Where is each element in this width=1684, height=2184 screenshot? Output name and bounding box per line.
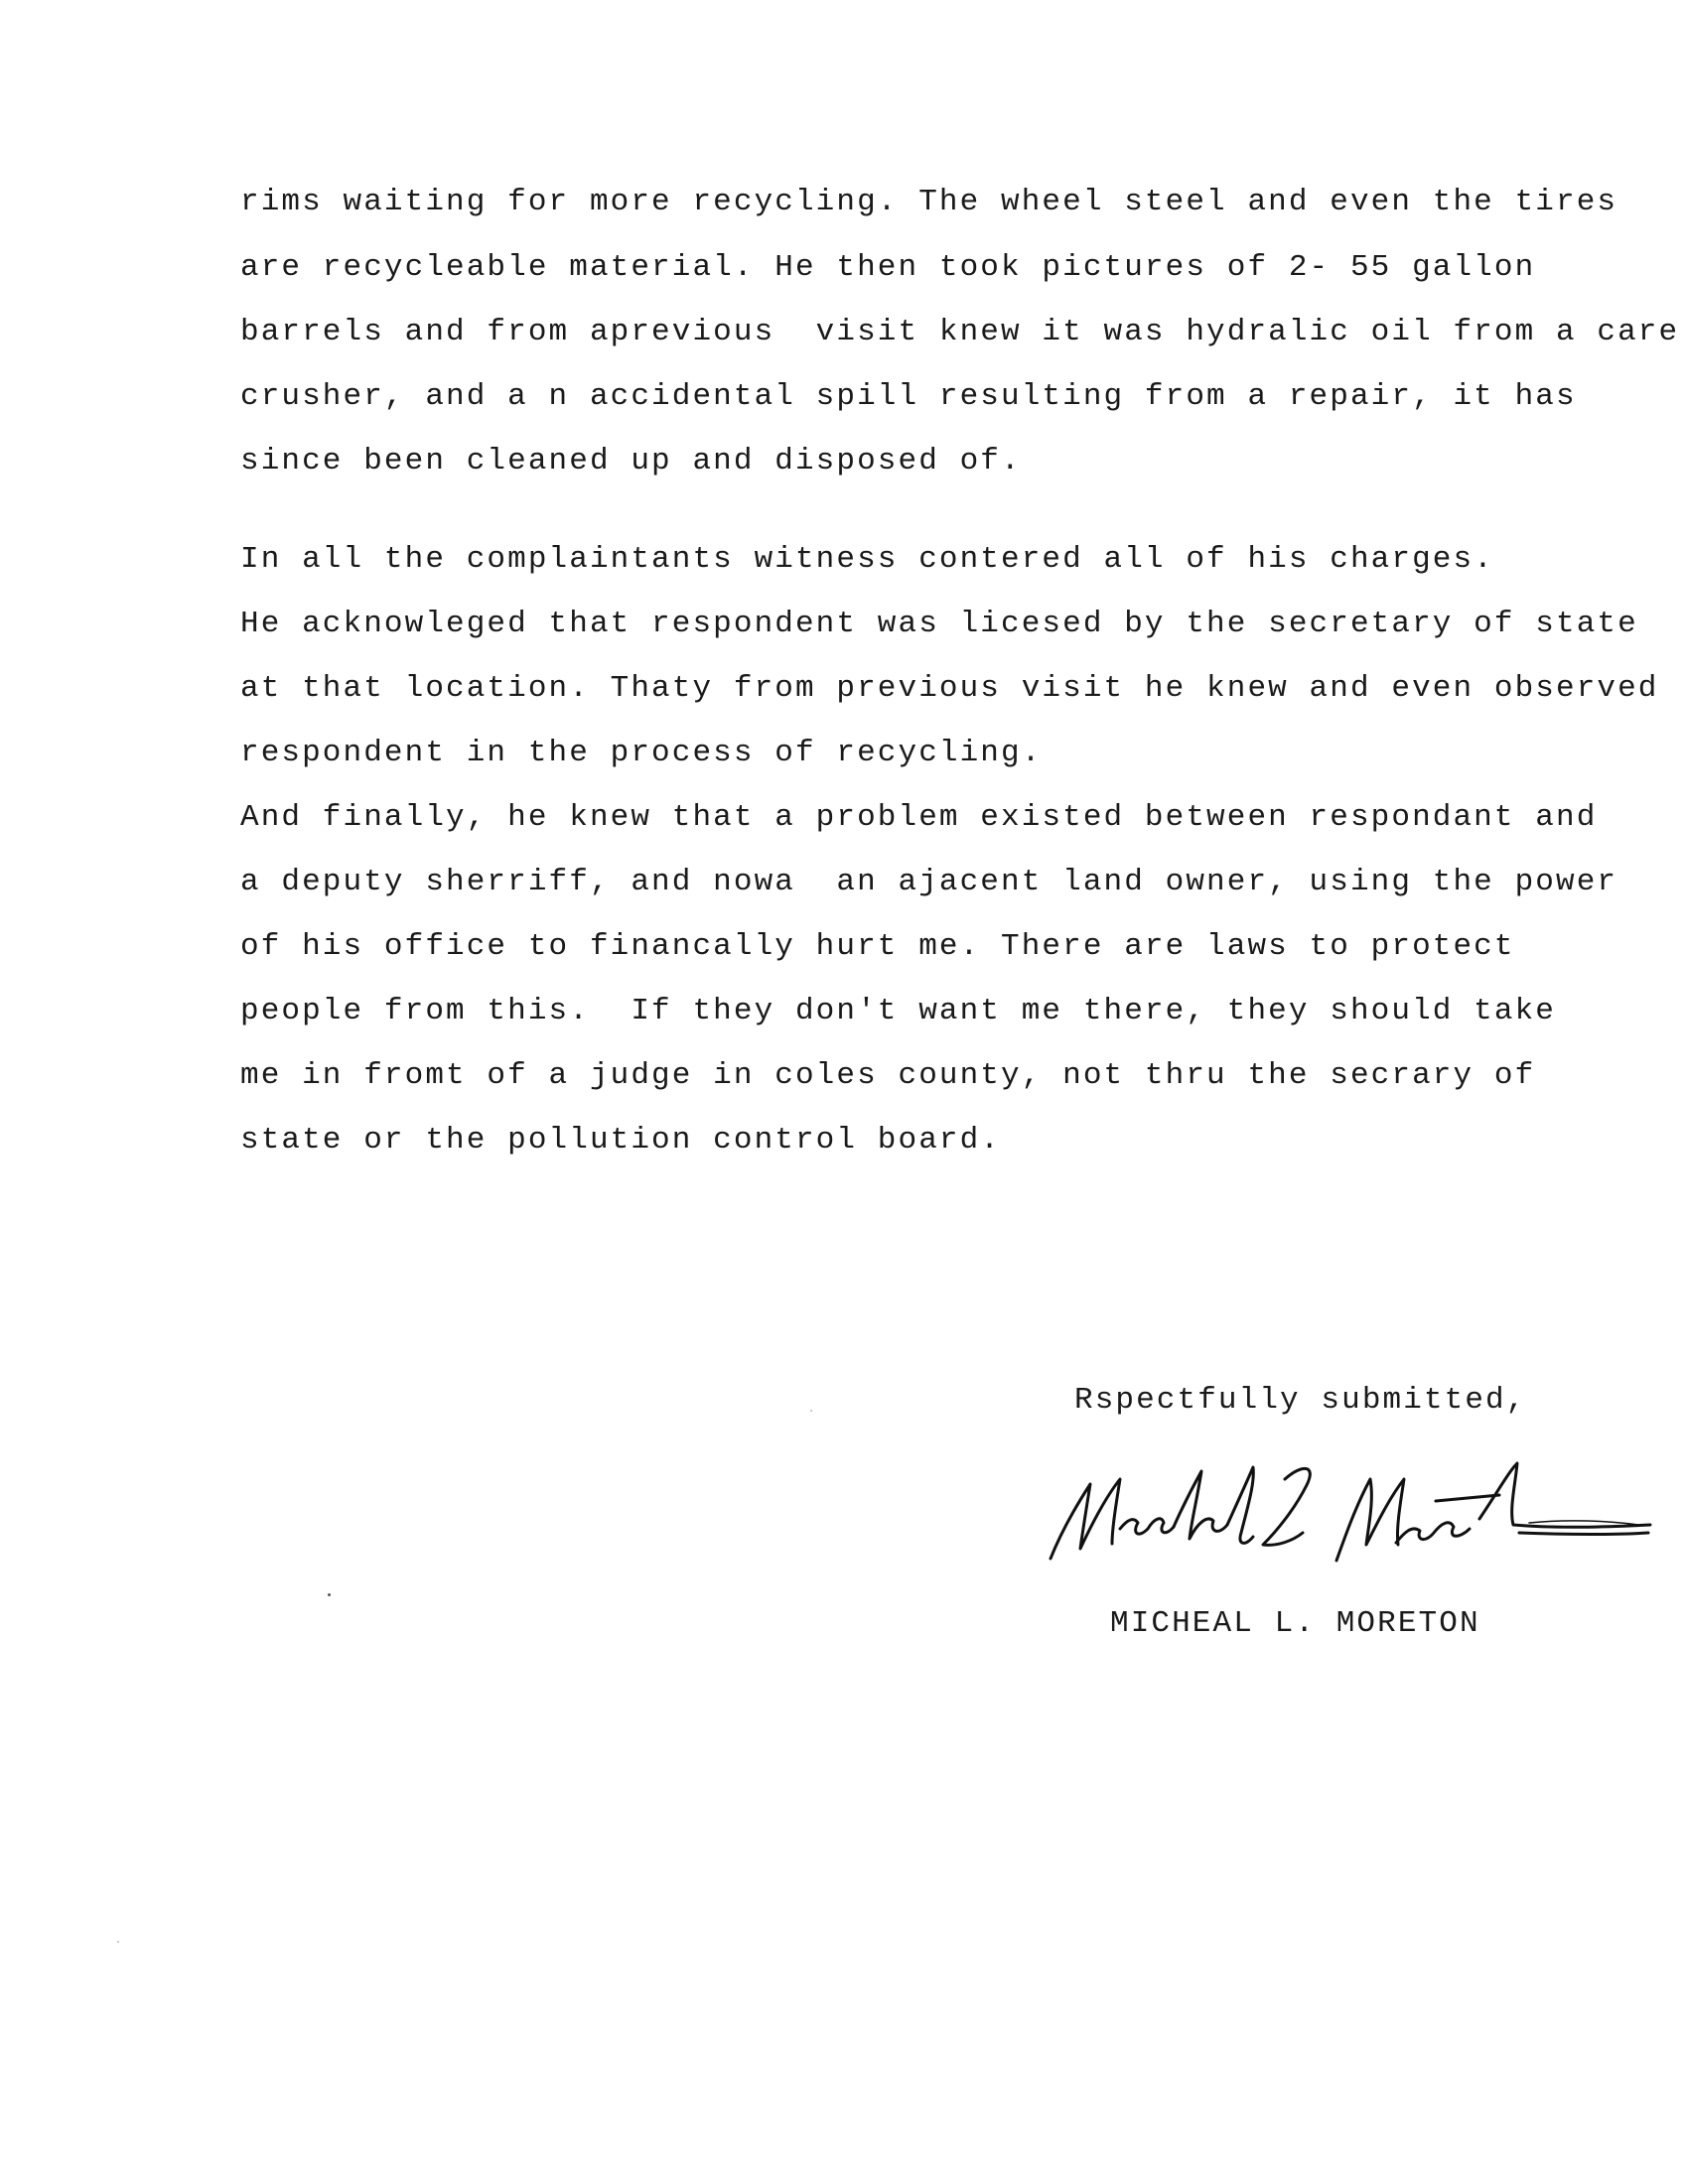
scan-speck: [328, 1593, 331, 1596]
body-line: barrels and from aprevious visit knew it was hydralic oil from a care: [240, 315, 1680, 349]
body-line: And finally, he knew that a problem existed between respondant and: [240, 800, 1598, 835]
signer-name: MICHEAL L. MORETON: [1110, 1606, 1480, 1641]
body-line: me in fromt of a judge in coles county, not thru the secrary of: [240, 1058, 1536, 1093]
body-line: of his office to financally hurt me. There are laws to protect: [240, 929, 1515, 964]
body-line: He acknowleged that respondent was licesed by the secretary of state: [240, 607, 1638, 641]
body-line: people from this. If they don't want me there, they should take: [240, 994, 1556, 1028]
body-line: respondent in the process of recycling.: [240, 736, 1043, 770]
scan-speck: [117, 1941, 119, 1943]
body-line: In all the complaintants witness contered all of his charges.: [240, 542, 1494, 577]
closing-line: Rspectfully submitted,: [1074, 1383, 1527, 1418]
body-line: crusher, and a n accidental spill resulting from a repair, it has: [240, 379, 1577, 414]
body-line: since been cleaned up and disposed of.: [240, 444, 1022, 478]
body-line: are recycleable material. He then took pictures of 2- 55 gallon: [240, 250, 1536, 285]
body-line: at that location. Thaty from previous visit he knew and even observed: [240, 671, 1659, 706]
body-line: state or the pollution control board.: [240, 1123, 1002, 1158]
body-line: a deputy sherriff, and nowa an ajacent land owner, using the power: [240, 865, 1618, 899]
body-line: rims waiting for more recycling. The wheel steel and even the tires: [240, 185, 1618, 219]
handwritten-signature: [1043, 1449, 1658, 1578]
scan-speck: [810, 1410, 812, 1412]
